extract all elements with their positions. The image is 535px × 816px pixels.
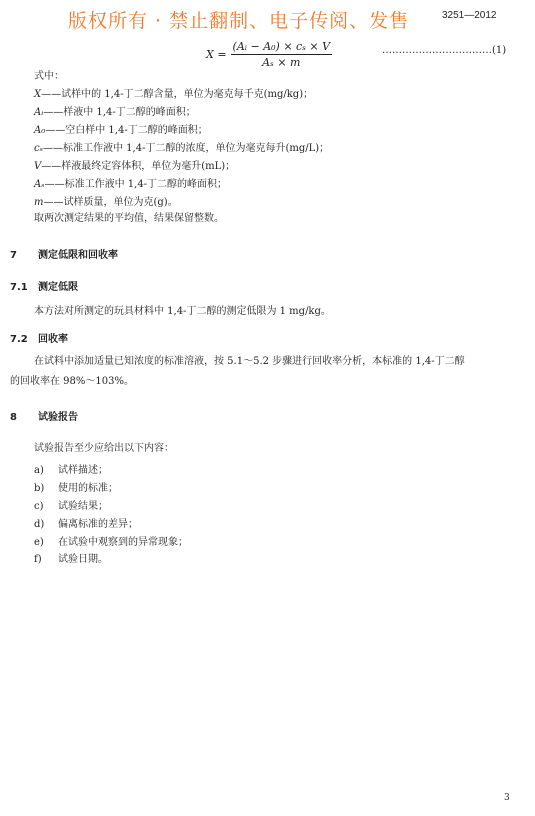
section-7-2-text-line-2: 的回收率在 98%～103%。 bbox=[10, 376, 134, 387]
list-item bbox=[34, 497, 108, 512]
section-number: 8 bbox=[10, 412, 17, 423]
variable-symbol: X bbox=[34, 89, 42, 100]
section-title: 测定低限和回收率 bbox=[38, 250, 118, 261]
formula-fraction bbox=[231, 40, 333, 69]
variable-symbol: m bbox=[34, 197, 44, 208]
watermark-text: 版权所有 · 禁止翻制、电子传阅、发售 bbox=[68, 10, 410, 32]
list-text: 在试验中观察到的异常现象； bbox=[58, 537, 188, 548]
variable-description: ——试样中的 1,4-丁二醇含量，单位为毫克每千克(mg/kg)； bbox=[41, 89, 314, 100]
section-number: 7.2 bbox=[10, 334, 28, 345]
list-item bbox=[34, 550, 108, 565]
list-text: 偏离标准的差异； bbox=[58, 519, 138, 530]
section-title: 回收率 bbox=[38, 334, 68, 345]
formula bbox=[206, 40, 332, 69]
section-number: 7.1 bbox=[10, 282, 28, 293]
variable-row-x bbox=[34, 88, 313, 102]
list-marker: c) bbox=[34, 501, 44, 512]
list-item bbox=[34, 461, 108, 476]
list-marker: b) bbox=[34, 483, 45, 494]
section-7-1-heading bbox=[10, 278, 78, 293]
section-8-heading bbox=[10, 408, 78, 423]
variable-description: ——空白样中 1,4-丁二醇的峰面积； bbox=[45, 125, 208, 136]
variable-row-a0 bbox=[34, 124, 208, 138]
list-marker: e) bbox=[34, 537, 44, 548]
list-item bbox=[34, 533, 188, 548]
section-8-intro: 试验报告至少应给出以下内容： bbox=[34, 443, 174, 454]
variable-symbol: Aₛ bbox=[34, 179, 45, 190]
section-number: 7 bbox=[10, 250, 17, 261]
variable-row-ai bbox=[34, 106, 196, 120]
section-7-heading bbox=[10, 246, 118, 261]
list-text: 试验日期。 bbox=[58, 554, 108, 565]
variable-symbol: A₀ bbox=[34, 125, 46, 136]
formula-numerator: (Aᵢ − A₀) × cₛ × V bbox=[232, 40, 331, 53]
variable-description: ——标准工作液中 1,4-丁二醇的浓度，单位为毫克每升(mg/L)； bbox=[42, 143, 330, 154]
page-number: 3 bbox=[504, 793, 510, 803]
list-item bbox=[34, 515, 138, 530]
variable-row-cs bbox=[34, 142, 329, 156]
variable-description: ——试样质量，单位为克(g)。 bbox=[43, 197, 178, 208]
variable-row-m bbox=[34, 196, 178, 210]
where-label: 式中： bbox=[34, 71, 64, 82]
list-text: 试样描述； bbox=[58, 465, 108, 476]
variable-row-v bbox=[34, 160, 235, 174]
equation-number: ……………………………(1) bbox=[382, 45, 507, 56]
section-7-2-heading bbox=[10, 330, 68, 345]
result-note: 取两次测定结果的平均值，结果保留整数。 bbox=[34, 213, 224, 224]
variable-description: ——样液最终定容体积，单位为毫升(mL)； bbox=[41, 161, 236, 172]
variable-description: ——样液中 1,4-丁二醇的峰面积； bbox=[43, 107, 196, 118]
list-marker: d) bbox=[34, 519, 45, 530]
variable-row-as bbox=[34, 178, 227, 192]
section-title: 测定低限 bbox=[38, 282, 78, 293]
list-marker: a) bbox=[34, 465, 44, 476]
list-text: 试验结果； bbox=[58, 501, 108, 512]
section-title: 试验报告 bbox=[38, 412, 78, 423]
list-text: 使用的标准； bbox=[58, 483, 118, 494]
variable-description: ——标准工作液中 1,4-丁二醇的峰面积； bbox=[44, 179, 228, 190]
list-marker: f) bbox=[34, 554, 42, 565]
list-item bbox=[34, 479, 118, 494]
document-number: 3251—2012 bbox=[442, 10, 497, 21]
variable-symbol: cₛ bbox=[34, 143, 43, 154]
variable-symbol: Aᵢ bbox=[34, 107, 44, 118]
formula-lhs: X = bbox=[206, 48, 227, 61]
section-7-1-text: 本方法对所测定的玩具材料中 1,4-丁二醇的测定低限为 1 mg/kg。 bbox=[34, 306, 331, 317]
formula-denominator: Aₛ × m bbox=[262, 56, 301, 69]
section-7-2-text-line-1: 在试料中添加适量已知浓度的标准溶液，按 5.1～5.2 步骤进行回收率分析，本标准的 1,4-丁二醇 bbox=[34, 356, 465, 367]
variable-symbol: V bbox=[34, 161, 42, 172]
